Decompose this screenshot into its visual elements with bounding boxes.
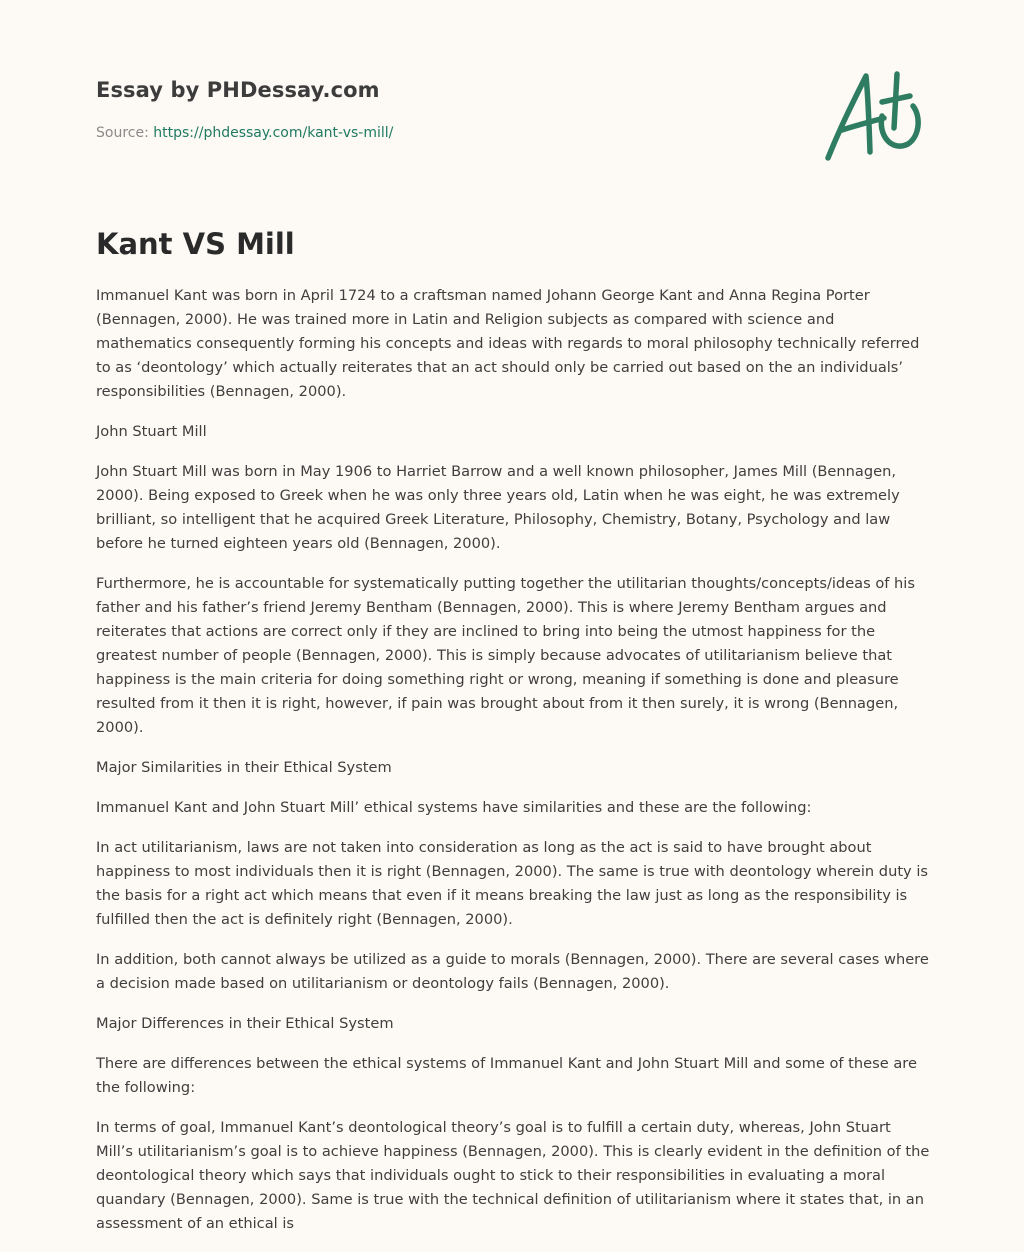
a-plus-logo-icon [820, 66, 930, 166]
essay-body [96, 284, 930, 1252]
paragraph: In act utilitarianism, laws are not taken into consideration as long as the act is said to have brought about happiness to most individuals then it is right (Bennagen, 2000). The same is true with deontology wherein duty is the basis for a right act which means that even if it means breaking the law just as long as the responsibility is fulfilled then the act is definitely right (Bennagen, 2000). [96, 839, 928, 928]
paragraph: Immanuel Kant was born in April 1724 to a craftsman named Johann George Kant and Anna Regina Porter (Bennagen, 2000). He was trained more in Latin and Religion subjects as compared with science and mathematics consequently forming his concepts and ideas with regards to moral philosophy technically referred to as ‘deontology’ which actually reiterates that an act should only be carried out based on the an individuals’ responsibilities (Bennagen, 2000). [96, 287, 920, 400]
brand-title: Essay by PHDessay.com [96, 78, 380, 102]
section-heading: Major Differences in their Ethical System [96, 1015, 394, 1032]
paragraph: There are differences between the ethical systems of Immanuel Kant and John Stuart Mill and some of these are the following: [96, 1055, 917, 1096]
source-line [96, 122, 796, 144]
paragraph: In addition, both cannot always be utilized as a guide to morals (Bennagen, 2000). There are several cases where a decision made based on utilitarianism or deontology fails (Bennagen, 2000). [96, 951, 929, 992]
section-heading: John Stuart Mill [96, 423, 207, 440]
source-link[interactable]: https://phdessay.com/kant-vs-mill/ [153, 125, 394, 141]
paragraph: Furthermore, he is accountable for systematically putting together the utilitarian thoughts/concepts/ideas of his father and his father’s friend Jeremy Bentham (Bennagen, 2000). This is where Jeremy Bentham argues and reiterates that actions are correct only if they are inclined to bring into being the utmost happiness for the greatest number of people (Bennagen, 2000). This is simply because advocates of utilitarianism believe that happiness is the main criteria for doing something right or wrong, meaning if something is done and pleasure resulted from it then it is right, however, if pain was brought about from it then surely, it is wrong (Bennagen, 2000). [96, 575, 915, 736]
paragraph: Immanuel Kant and John Stuart Mill’ ethical systems have similarities and these are the following: [96, 799, 812, 816]
essay-header [96, 74, 796, 144]
essay-title: Kant VS Mill [96, 227, 295, 261]
source-label: Source: [96, 125, 149, 141]
section-heading: Major Similarities in their Ethical System [96, 759, 392, 776]
paragraph: In terms of goal, Immanuel Kant’s deontological theory’s goal is to fulfill a certain duty, whereas, John Stuart Mill’s utilitarianism’s goal is to achieve happiness (Bennagen, 2000). This is clearly evident in the definition of the deontological theory which says that individuals ought to stick to their responsibilities in evaluating a moral quandary (Bennagen, 2000). Same is true with the technical definition of utilitarianism where it states that, in an assessment of an ethical is [96, 1119, 930, 1232]
paragraph: John Stuart Mill was born in May 1906 to Harriet Barrow and a well known philosopher, James Mill (Bennagen, 2000). Being exposed to Greek when he was only three years old, Latin when he was eight, he was extremely brilliant, so intelligent that he acquired Greek Literature, Philosophy, Chemistry, Botany, Psychology and law before he turned eighteen years old (Bennagen, 2000). [96, 463, 900, 552]
